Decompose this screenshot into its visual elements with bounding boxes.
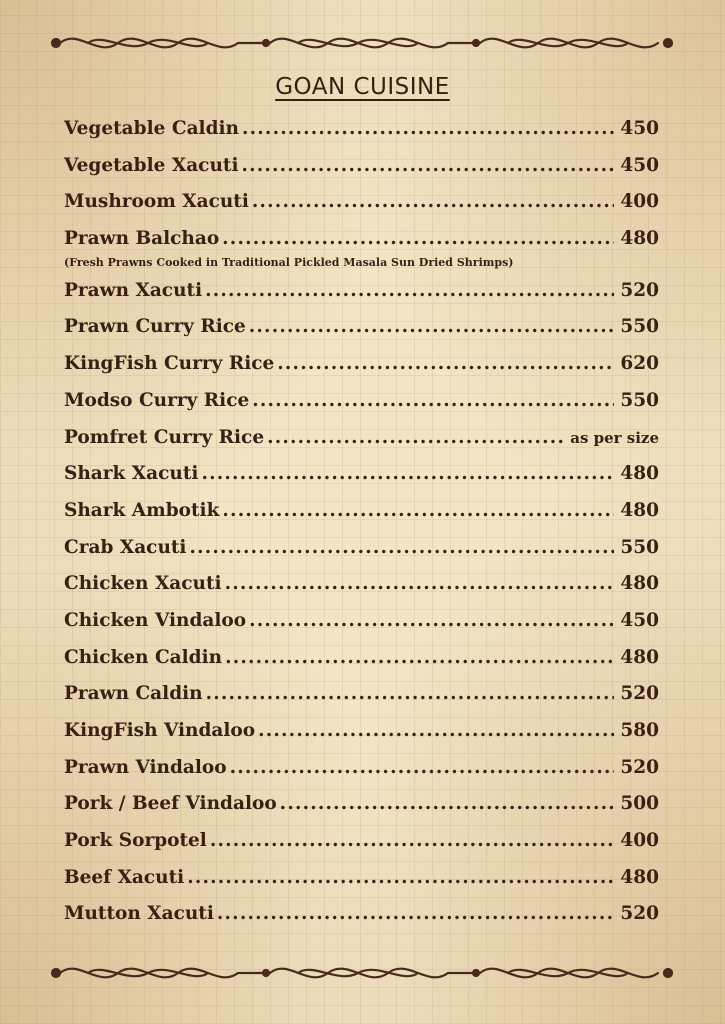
menu-item <box>64 830 659 867</box>
menu-item <box>64 427 659 464</box>
menu-item-price: 520 <box>620 279 659 301</box>
menu-item-price: 480 <box>620 499 659 521</box>
dot-leader <box>258 720 614 741</box>
menu-item-price: 400 <box>620 191 659 213</box>
menu-item <box>64 118 659 155</box>
dot-leader <box>205 280 614 301</box>
menu-item-name: Vegetable Xacuti <box>64 154 239 176</box>
dot-leader <box>201 463 614 484</box>
menu-item <box>64 280 659 317</box>
menu-item-name: Crab Xacuti <box>64 536 187 558</box>
dot-leader <box>249 316 615 337</box>
menu-item-price: 450 <box>620 609 659 631</box>
menu-item <box>64 390 659 427</box>
menu-item-name: Prawn Vindaloo <box>64 756 227 778</box>
menu-item-price: as per size <box>570 428 659 447</box>
menu-item-name: Mushroom Xacuti <box>64 191 249 213</box>
menu-item <box>64 720 659 757</box>
menu-item <box>64 155 659 192</box>
menu-item-price: 550 <box>620 536 659 558</box>
menu-item-name: Prawn Xacuti <box>64 279 203 301</box>
menu-item-name: Chicken Caldin <box>64 646 223 668</box>
top-scroll-ornament <box>48 30 678 56</box>
dot-leader <box>230 757 615 778</box>
menu-item <box>64 537 659 574</box>
menu-item <box>64 867 659 904</box>
menu-item-name: Vegetable Caldin <box>64 118 239 139</box>
dot-leader <box>241 155 614 176</box>
dot-leader <box>206 683 615 704</box>
dot-leader <box>277 353 614 374</box>
menu-item <box>64 316 659 353</box>
menu-item-price: 550 <box>620 316 659 338</box>
menu-item-price: 580 <box>620 720 659 741</box>
dot-leader <box>217 903 614 924</box>
menu-item-name: Modso Curry Rice <box>64 389 250 411</box>
dot-leader <box>187 867 614 888</box>
menu-item-price: 550 <box>620 389 659 411</box>
dot-leader <box>252 390 614 411</box>
menu-item-price: 480 <box>620 573 659 595</box>
dot-leader <box>222 500 614 521</box>
menu-item-price: 400 <box>620 830 659 852</box>
menu-item-name: Beef Xacuti <box>64 866 185 888</box>
menu-item-name: Pork / Beef Vindaloo <box>64 793 277 815</box>
page-title-text: GOAN CUISINE <box>275 74 450 100</box>
dot-leader <box>249 610 614 631</box>
bottom-scroll-ornament <box>48 960 678 986</box>
menu-item-price: 500 <box>620 793 659 815</box>
menu-item <box>64 573 659 610</box>
menu-item-note: (Fresh Prawns Cooked in Traditional Pickled Masala Sun Dried Shrimps) <box>64 255 514 269</box>
menu-item-price: 480 <box>620 228 659 250</box>
menu-item <box>64 610 659 647</box>
menu-item-name: Shark Xacuti <box>64 463 199 485</box>
menu-item-price: 620 <box>620 353 659 375</box>
dot-leader <box>280 793 615 814</box>
menu-item <box>64 647 659 684</box>
menu-item-price: 520 <box>620 756 659 778</box>
menu-item <box>64 793 659 830</box>
menu-item <box>64 500 659 537</box>
menu-item-name: Chicken Xacuti <box>64 573 222 595</box>
menu-item <box>64 683 659 720</box>
menu-item-name: Prawn Caldin <box>64 683 203 705</box>
dot-leader <box>189 537 614 558</box>
dot-leader <box>242 118 614 139</box>
menu-item-name: Mutton Xacuti <box>64 903 214 925</box>
menu-item-name: KingFish Vindaloo <box>64 720 256 741</box>
dot-leader <box>225 573 615 594</box>
menu-item-price: 480 <box>620 866 659 888</box>
menu-item-name: Shark Ambotik <box>64 499 220 521</box>
page-title <box>0 74 725 100</box>
menu-item <box>64 463 659 500</box>
menu-item-name: Pomfret Curry Rice <box>64 426 265 448</box>
dot-leader <box>225 647 614 668</box>
menu-item-name: Chicken Vindaloo <box>64 609 247 631</box>
menu-list <box>64 118 659 940</box>
menu-item-name: KingFish Curry Rice <box>64 353 275 375</box>
menu-item-name: Prawn Curry Rice <box>64 316 246 338</box>
menu-item-price: 480 <box>620 646 659 668</box>
menu-item-name: Prawn Balchao <box>64 228 220 250</box>
menu-item-price: 450 <box>620 118 659 139</box>
dot-leader <box>267 427 564 448</box>
menu-item-price: 450 <box>620 154 659 176</box>
menu-item-price: 480 <box>620 463 659 485</box>
menu-item <box>64 353 659 390</box>
dot-leader <box>210 830 615 851</box>
menu-item <box>64 757 659 794</box>
menu-item-name: Pork Sorpotel <box>64 830 207 852</box>
menu-item-price: 520 <box>620 683 659 705</box>
menu-item <box>64 191 659 228</box>
dot-leader <box>252 191 615 212</box>
menu-item <box>64 903 659 940</box>
menu-item-price: 520 <box>620 903 659 925</box>
dot-leader <box>222 228 614 249</box>
